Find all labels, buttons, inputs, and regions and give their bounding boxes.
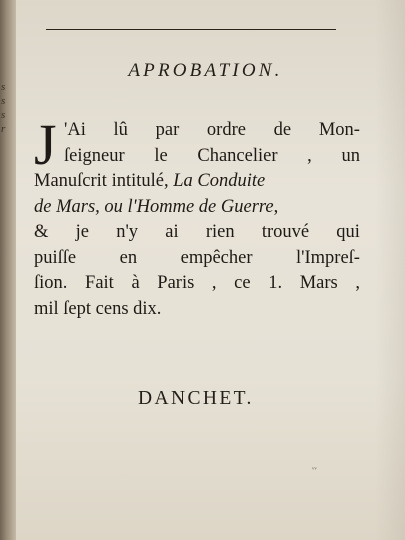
text-line-8	[34, 297, 360, 323]
word: je	[75, 222, 89, 242]
word: dix.	[133, 298, 162, 319]
approbation-text	[34, 112, 360, 322]
title-italic: de Mars, ou l'Homme de Guerre	[34, 196, 274, 217]
word: ſion.	[34, 273, 68, 293]
margin-char: s	[1, 109, 6, 121]
word: Chancelier	[197, 145, 278, 166]
margin-char: r	[1, 123, 6, 135]
text-line-1	[34, 118, 360, 144]
margin-fragment	[1, 80, 11, 136]
word: n'y	[116, 222, 139, 242]
text-line-4	[34, 195, 360, 221]
word: qui	[336, 222, 360, 242]
word: 'Ai	[64, 120, 86, 140]
word: ce	[234, 273, 251, 293]
margin-char: s	[1, 95, 6, 107]
word: mil	[34, 298, 59, 319]
word: l'Impreſ-	[296, 247, 360, 268]
word: ,	[307, 145, 312, 166]
word: cens	[95, 298, 129, 319]
word: Mon-	[318, 120, 360, 140]
page-heading: APROBATION.	[128, 60, 283, 81]
word: ai	[165, 222, 179, 242]
word: un	[341, 145, 360, 166]
word: en	[119, 247, 138, 268]
text-segment: Manuſcrit intitulé,	[34, 171, 174, 191]
word: par	[155, 120, 180, 140]
word: rien	[205, 222, 235, 242]
signature: DANCHET.	[138, 388, 254, 409]
word: trouvé	[261, 222, 310, 242]
word: ſept	[63, 298, 92, 319]
text-line-7	[34, 271, 360, 297]
title-italic: La Conduite	[173, 171, 266, 191]
margin-char: s	[1, 81, 6, 93]
word: ,	[355, 273, 360, 293]
word: ordre	[206, 120, 246, 140]
ink-mark: ᵥᵥ	[312, 462, 317, 471]
word: &	[34, 222, 49, 242]
word: Mars	[299, 273, 338, 293]
word: ,	[211, 273, 217, 293]
drop-cap: J	[34, 112, 57, 177]
text-line-2	[34, 144, 360, 170]
word: empêcher	[180, 247, 253, 268]
word: le	[154, 145, 168, 166]
word: à	[131, 273, 140, 293]
word: Paris	[157, 273, 195, 293]
word: lû	[113, 120, 128, 140]
text-line-6	[34, 246, 360, 272]
header-rule	[46, 29, 336, 30]
word: 1.	[268, 273, 283, 293]
word: puiſſe	[34, 247, 77, 268]
word: de	[273, 120, 292, 140]
text-segment: ,	[273, 196, 279, 217]
text-line-5	[34, 220, 360, 246]
text-line-3	[34, 169, 360, 195]
word: Fait	[85, 273, 114, 293]
word: ſeigneur	[64, 145, 125, 166]
